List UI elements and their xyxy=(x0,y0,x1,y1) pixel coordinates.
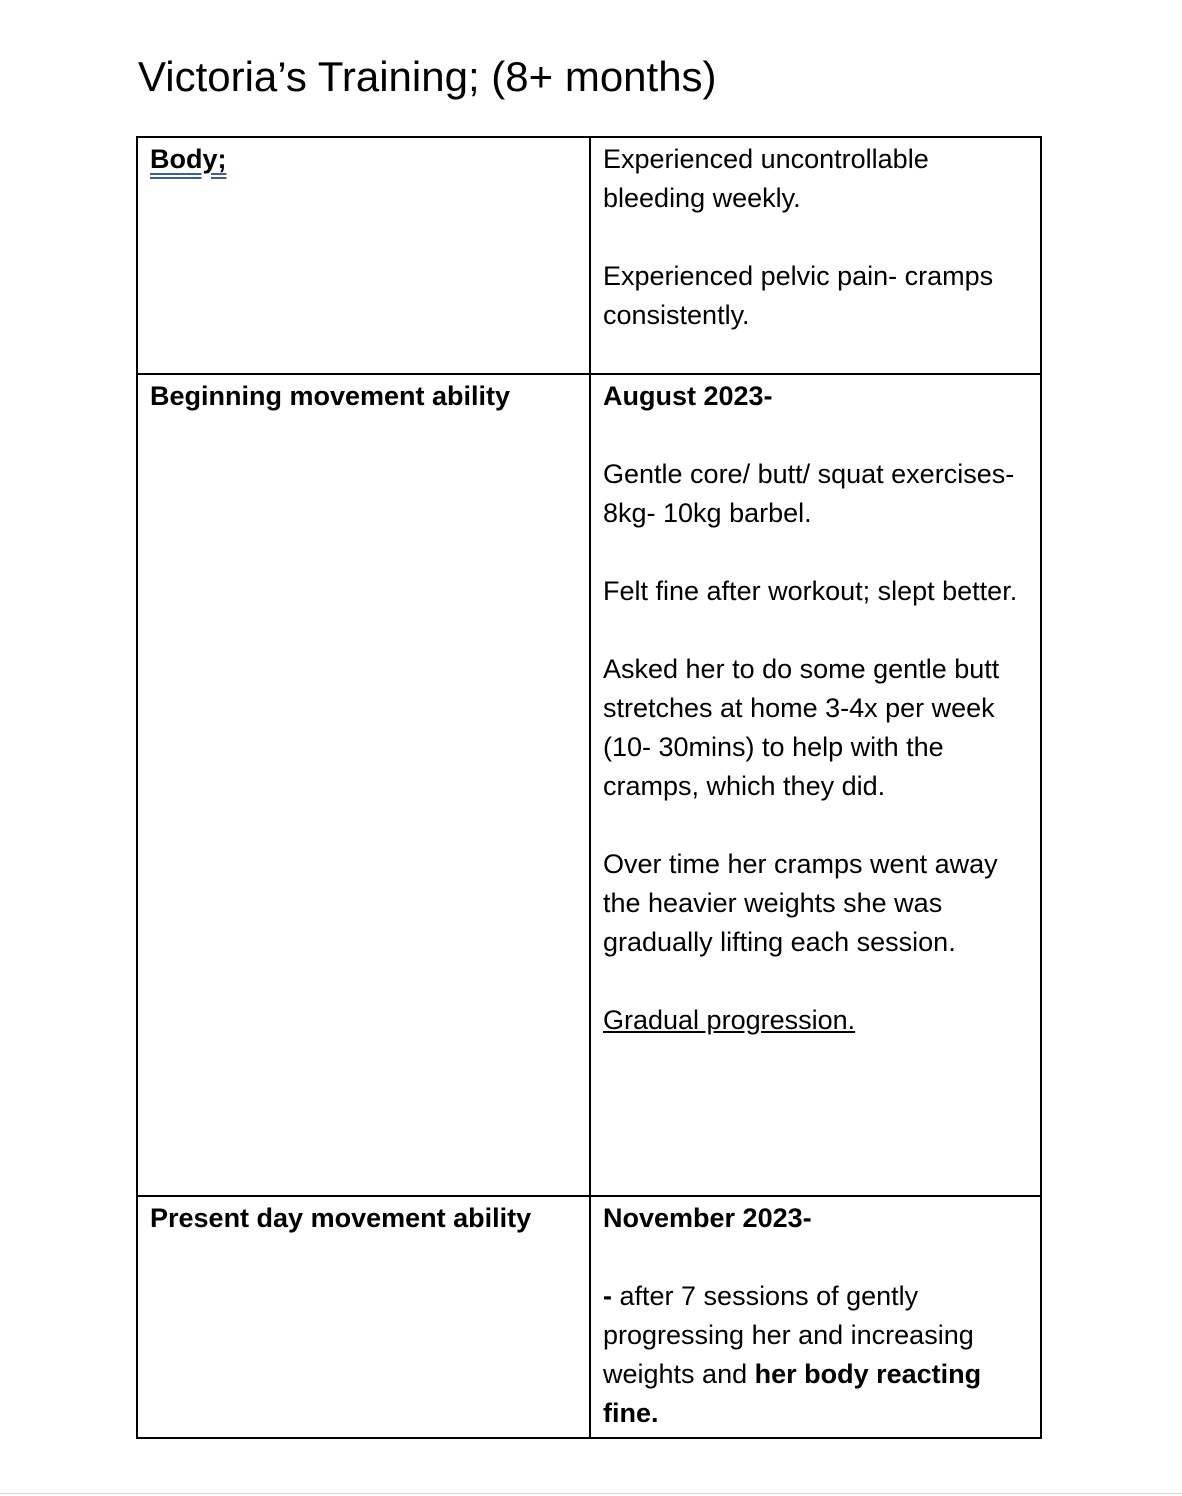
row-content-cell xyxy=(590,137,1041,374)
present-date-heading: November 2023- xyxy=(603,1203,812,1233)
row-label-present: Present day movement ability xyxy=(150,1203,532,1233)
body-paragraph-bleeding: Experienced uncontrollable bleeding weekly. xyxy=(603,144,929,213)
table-row-body xyxy=(137,137,1041,374)
present-bullet: - xyxy=(603,1281,612,1311)
present-paragraph xyxy=(603,1277,1030,1433)
beginning-paragraph-progress: Over time her cramps went away the heavier weights she was gradually lifting each session. xyxy=(603,849,998,957)
row-content-cell xyxy=(590,1196,1041,1438)
present-text-normal: after 7 sessions of gently progressing her and increasing weights and xyxy=(603,1281,974,1389)
beginning-footer-note: Gradual progression. xyxy=(603,1005,856,1035)
body-paragraph-cramps: Experienced pelvic pain- cramps consistently. xyxy=(603,261,994,330)
beginning-paragraph-felt-fine: Felt fine after workout; slept better. xyxy=(603,576,1018,606)
table-row-present xyxy=(137,1196,1041,1438)
beginning-paragraph-exercises: Gentle core/ butt/ squat exercises- 8kg- 10kg barbel. xyxy=(603,459,1015,528)
row-label-body: Body; xyxy=(150,144,227,174)
row-label-cell xyxy=(137,374,590,1196)
row-label-beginning: Beginning movement ability xyxy=(150,381,511,411)
document-title: Victoria’s Training; (8+ months) xyxy=(138,53,717,100)
row-label-cell xyxy=(137,1196,590,1438)
row-content-cell xyxy=(590,374,1041,1196)
training-table xyxy=(136,136,1042,1439)
table-row-beginning xyxy=(137,374,1041,1196)
row-label-cell xyxy=(137,137,590,374)
present-text-bold: her body reacting fine. xyxy=(603,1359,982,1428)
page-bottom-edge xyxy=(0,1493,1182,1494)
beginning-paragraph-stretches: Asked her to do some gentle butt stretches at home 3-4x per week (10- 30mins) to help with the cramps, which they did. xyxy=(603,654,1000,801)
beginning-date-heading: August 2023- xyxy=(603,381,773,411)
